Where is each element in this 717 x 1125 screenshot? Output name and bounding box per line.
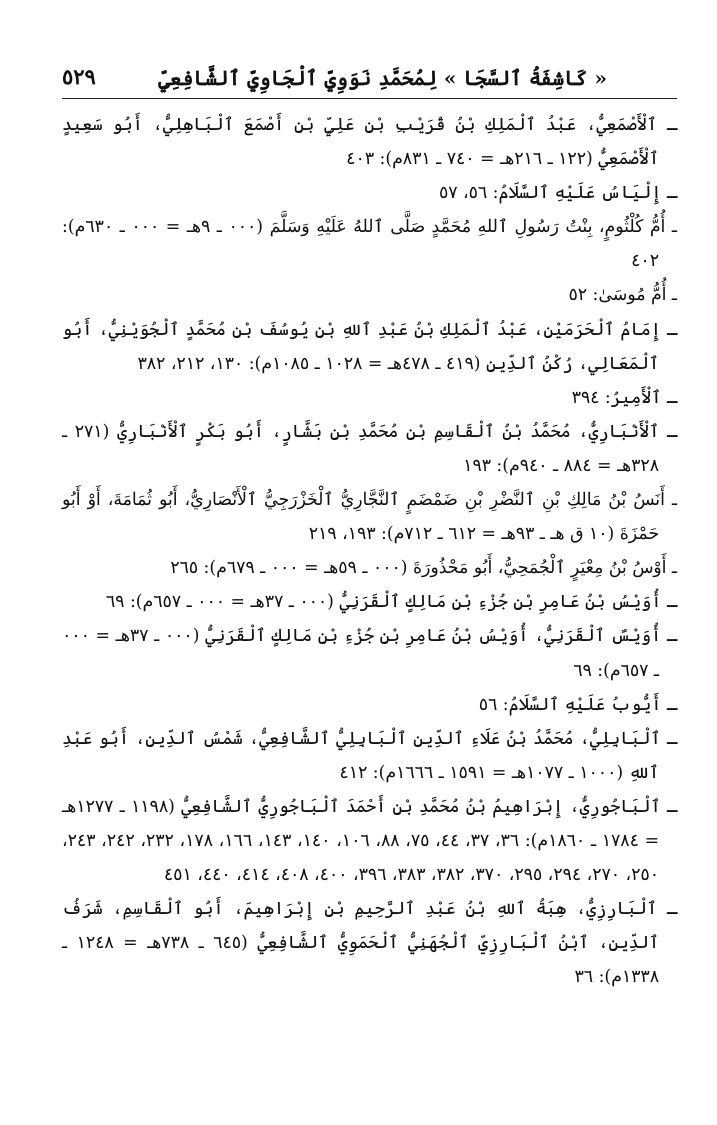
index-entry: ـ إِمَامُ ٱلْحَرَمَيْنِ، عَبْدُ ٱلْمَلِكِ بْنُ عَبْدِ ٱللهِ بْنِ يُوسُفَ بْنِ مُحَمَّدٍ ٱلْجُوَيْنِيُّ، أَبُو ٱلْمَعَالِي، رُكْنُ ٱلدِّينِ (٤١٩ ـ ٤٧٨هـ = ١٠٢٨ ـ ١٠٨٥م): ١٣٠، ٢١٢، ٣٨٢ xyxy=(62,319,677,374)
index-entry: ـ أُوَيْسٌ ٱلْقَرَنِيُّ، أُوَيْسُ بْنُ عَامِرِ بْنِ جُزْءِ بْنِ مَالِكٍ ٱلْقَرَنِيُّ (٠٠٠ ـ ٣٧هـ = ٠٠٠ ـ ٦٥٧م): ٦٩ xyxy=(62,626,677,681)
index-entry: ـ أُمُّ كُلْثُومٍ، بِنْتُ رَسُولِ ٱللهِ مُحَمَّدٍ صَلَّى ٱللهُ عَلَيْهِ وَسَلَّمَ (٠٠٠ ـ ٩هـ = ٠٠٠ ـ ٦٣٠م): ٤٠٢ xyxy=(62,217,677,272)
index-entry: ـ أَيُّوبُ عَلَيْهِ ٱلسَّلَامُ: ٥٦ xyxy=(478,694,677,715)
index-entry: ـ ٱلْأَمِيرُ: ٣٩٤ xyxy=(571,387,677,408)
index-entry: ـ أُمُّ مُوسَىٰ: ٥٢ xyxy=(568,285,677,306)
index-entry: ـ ٱلْأَنْبَارِيُّ، مُحَمَّدُ بْنُ ٱلْقَاسِمِ بْنِ مُحَمَّدِ بْنِ بَشَّارٍ، أَبُو بَكْرٍ ٱلْأَنْبَارِيُّ (٢٧١ ـ ٣٢٨هـ = ٨٨٤ ـ ٩٤٠م): ١٩٣ xyxy=(62,421,677,476)
running-title: « كَاشِفَةُ ٱلسَّجَا » لِمُحَمَّدِ نَوَوِيِّ ٱلْجَاوِيِّ ٱلشَّافِعِيِّ xyxy=(158,66,607,90)
index-entries xyxy=(62,108,677,994)
page-number: ٥٢٩ xyxy=(62,64,96,89)
index-entry: ـ ٱلْبَاجُورِيُّ، إِبْرَاهِيمُ بْنُ مُحَمَّدِ بْنِ أَحْمَدَ ٱلْبَاجُورِيُّ ٱلشَّافِعِيُّ (١١٩٨ ـ ١٢٧٧هـ = ١٧٨٤ ـ ١٨٦٠م): ٣٦، ٣٧، ٤٤، ٧٥، ٨٨، ١٠٦، ١٤٠، ١٤٣، ١٦٦، ١٧٨، ٢٣٢، ٢٤٢، ٢٤٣، ٢٥٠، ٢٧٠، ٢٩٤، ٢٩٥، ٣٧٠، ٣٨٢، ٣٨٣، ٣٩٦، ٤٠٠، ٤٠٨، ٤١٤، ٤٤٠، ٤٥١ xyxy=(62,796,677,886)
index-entry: ـ ٱلْبَارِزِيُّ، هِبَةُ ٱللهِ بْنُ عَبْدِ ٱلرَّحِيمِ بْنِ إِبْرَاهِيمَ، أَبُو ٱلْقَاسِمِ، شَرَفُ ٱلدِّينِ، ٱبْنُ ٱلْبَارِزِيِّ ٱلْجُهَنِيُّ ٱلْحَمَوِيُّ ٱلشَّافِعِيُّ (٦٤٥ ـ ٧٣٨هـ = ١٢٤٨ ـ ١٣٣٨م): ٣٦ xyxy=(62,899,677,988)
index-entry: ـ أَوْسُ بْنُ مِعْيَرٍ ٱلْجُمَحِيُّ، أَبُو مَحْذُورَةَ (٠٠٠ ـ ٥٩هـ = ٠٠٠ ـ ٦٧٩م): ٢٦٥ xyxy=(170,558,677,579)
index-entry: ـ ٱلْبَابِلِيُّ، مُحَمَّدُ بْنُ عَلَاءِ ٱلدِّينِ ٱلْبَابِلِيُّ ٱلشَّافِعِيُّ، شَمْسُ ٱلدِّينِ، أَبُو عَبْدِ ٱللهِ (١٠٠٠ ـ ١٠٧٧هـ = ١٥٩١ ـ ١٦٦٦م): ٤١٢ xyxy=(62,728,677,783)
index-entry: ـ أُوَيْسُ بْنُ عَامِرِ بْنِ جُزْءِ بْنِ مَالِكٍ ٱلْقَرَنِيُّ (٠٠٠ ـ ٣٧هـ = ٠٠٠ ـ ٦٥٧م): ٦٩ xyxy=(105,592,677,613)
index-entry: ـ ٱلْأَصْمَعِيُّ، عَبْدُ ٱلْمَلِكِ بْنُ قُرَيْبِ بْنِ عَلِيِّ بْنِ أَصْمَعَ ٱلْبَاهِلِيُّ، أَبُو سَعِيدٍ ٱلْأَصْمَعِيُّ (١٢٢ ـ ٢١٦هـ = ٧٤٠ ـ ٨٣١م): ٤٠٣ xyxy=(62,115,677,170)
index-entry: ـ إِلْيَاسُ عَلَيْهِ ٱلسَّلَامُ: ٥٦، ٥٧ xyxy=(438,183,677,204)
page-header xyxy=(62,58,677,99)
index-entry: ـ أَنَسُ بْنُ مَالِكِ بْنِ ٱلنَّضْرِ بْنِ ضَمْضَمٍ ٱلنَّجَّارِيُّ ٱلْخَزْرَجِيُّ ٱلْأَنْصَارِيُّ، أَبُو ثُمَامَةَ، أَوْ أَبُو حَمْزَةَ (١٠ ق هـ ـ ٩٣هـ = ٦١٢ ـ ٧١٢م): ١٩٣، ٢١٩ xyxy=(62,490,677,545)
